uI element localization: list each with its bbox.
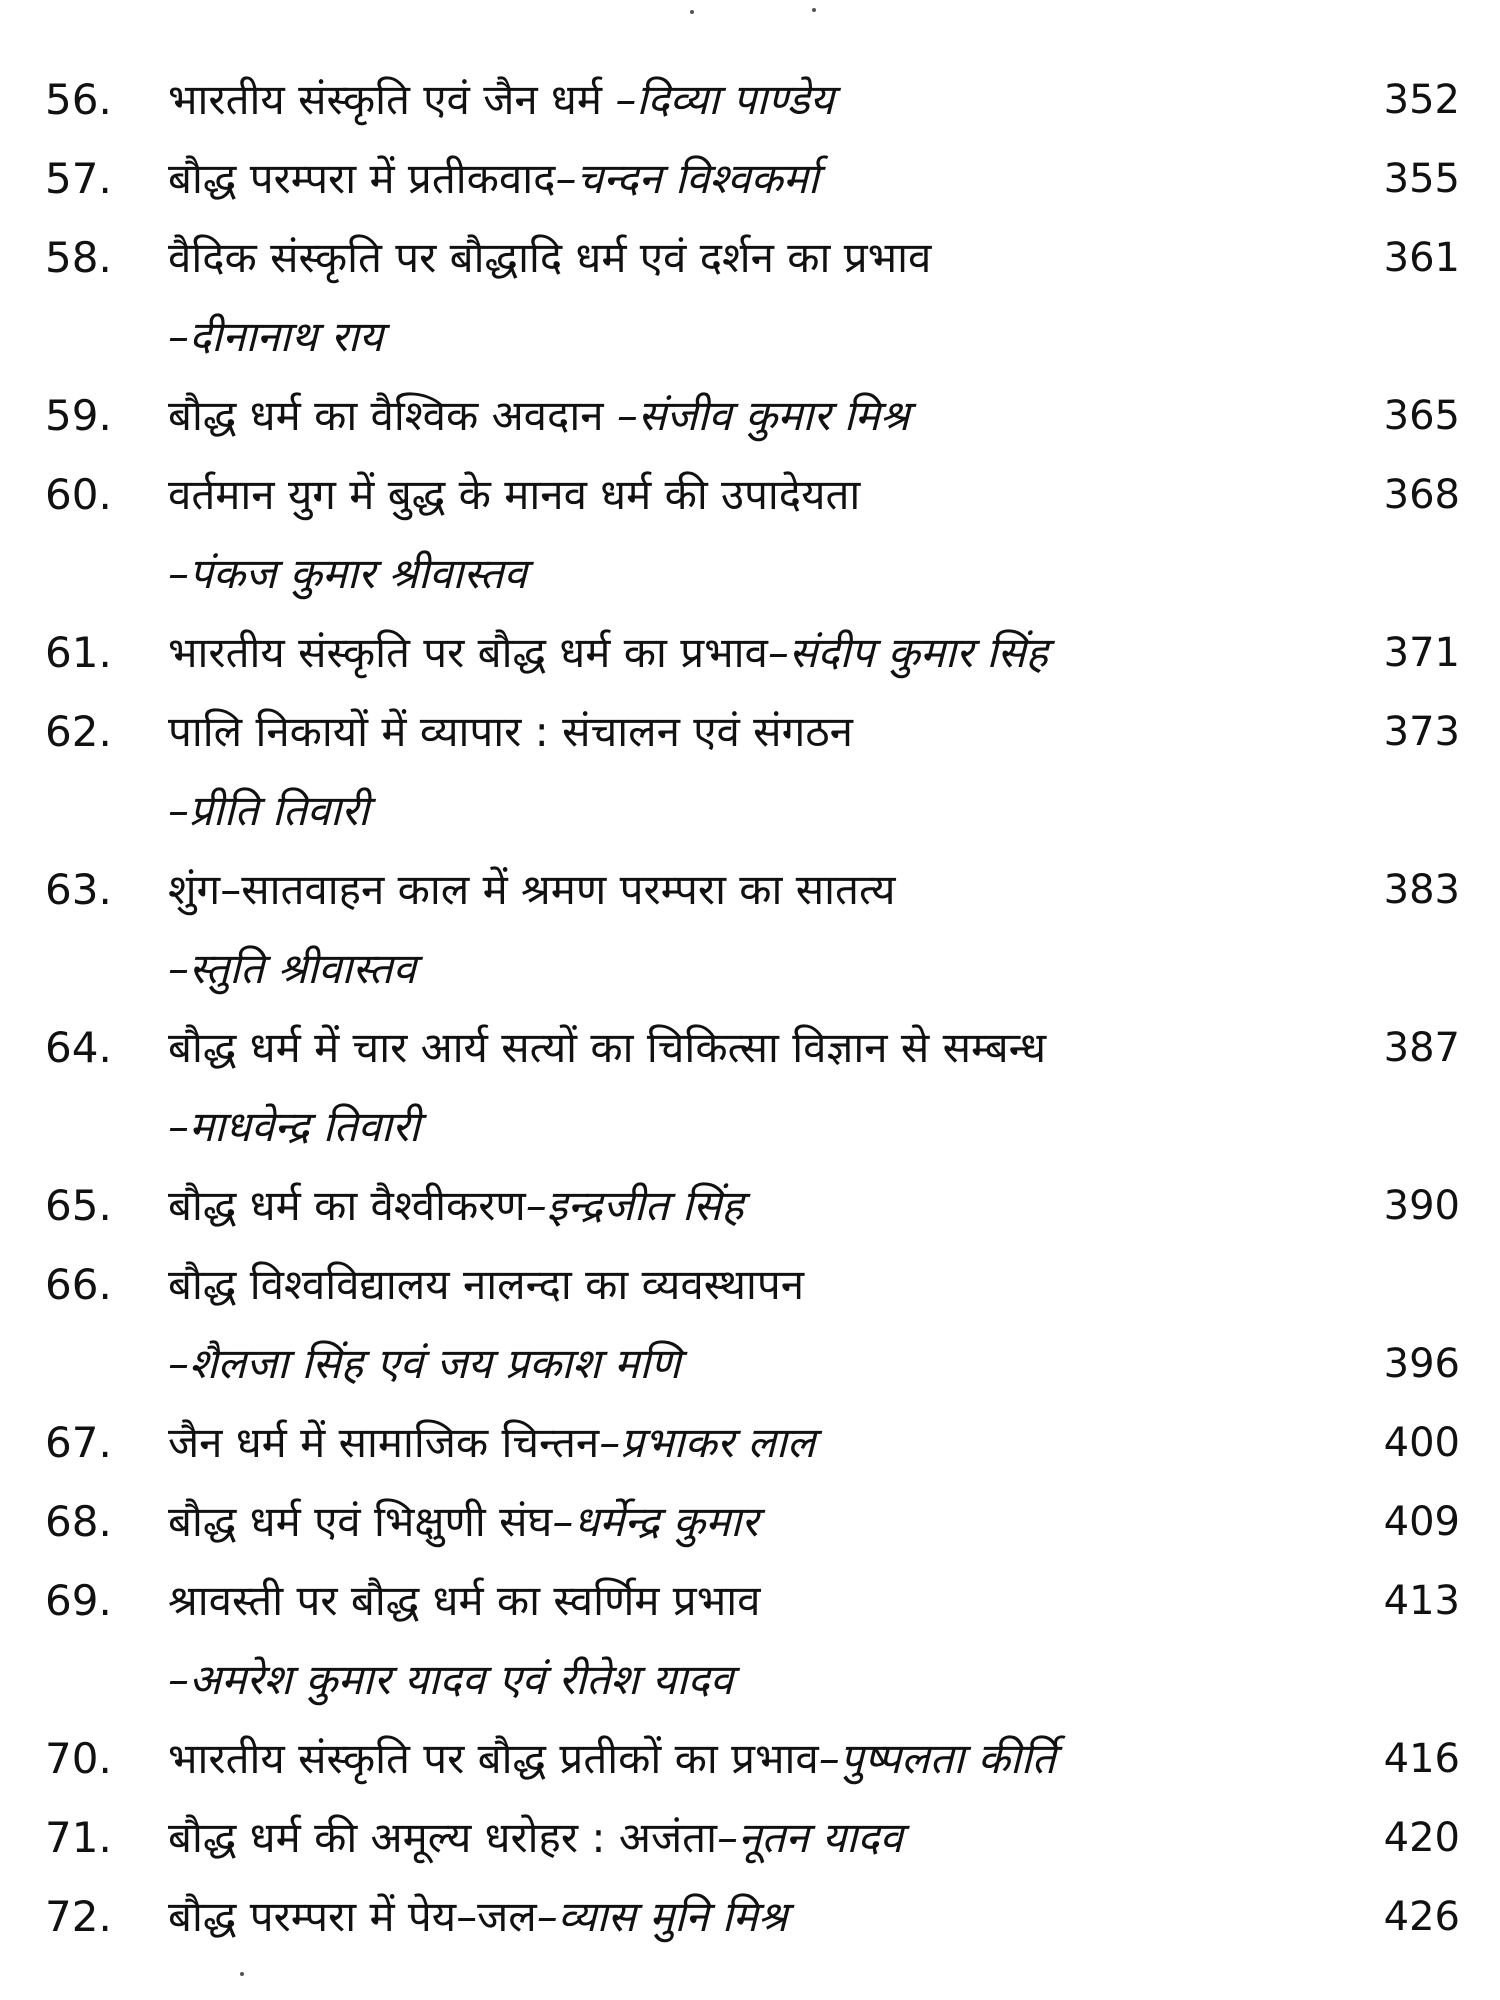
entry-author: –चन्दन विश्वकर्मा xyxy=(555,154,819,203)
entry-title-line xyxy=(168,623,1048,683)
entry-author: –प्रीति तिवारी xyxy=(168,786,370,835)
entry-author: –स्तुति श्रीवास्तव xyxy=(168,944,416,993)
entry-page: 383 xyxy=(1383,867,1460,913)
entry-title-line xyxy=(168,149,819,209)
toc-entry-continuation xyxy=(0,536,1500,615)
toc-entry xyxy=(0,615,1500,694)
entry-title: बौद्ध विश्वविद्यालय नालन्दा का व्यवस्थापन xyxy=(168,1260,805,1309)
entry-number: 69. xyxy=(45,1576,112,1625)
toc-entry xyxy=(0,1168,1500,1247)
entry-page: 390 xyxy=(1383,1183,1460,1229)
toc-entry xyxy=(0,1405,1500,1484)
entry-number: 57. xyxy=(45,154,112,203)
entry-title-line xyxy=(168,1413,815,1473)
entry-title-line xyxy=(168,1176,744,1236)
toc-entry xyxy=(0,1879,1500,1958)
table-of-contents xyxy=(0,62,1500,1958)
entry-title: पालि निकायों में व्यापार : संचालन एवं संगठन xyxy=(168,707,853,756)
toc-entry-continuation xyxy=(0,931,1500,1010)
entry-page: 420 xyxy=(1383,1815,1460,1861)
entry-page: 365 xyxy=(1383,393,1460,439)
entry-number: 67. xyxy=(45,1418,112,1467)
entry-title: वर्तमान युग में बुद्ध के मानव धर्म की उपादेयता xyxy=(168,470,861,519)
entry-title: बौद्ध परम्परा में पेय–जल xyxy=(168,1892,537,1941)
entry-title: बौद्ध धर्म का वैश्विक अवदान xyxy=(168,391,617,440)
entry-title-line xyxy=(168,386,910,446)
toc-entry xyxy=(0,1721,1500,1800)
entry-author: –पुष्पलता कीर्ति xyxy=(818,1734,1056,1783)
toc-entry-continuation xyxy=(0,773,1500,852)
entry-title: जैन धर्म में सामाजिक चिन्तन xyxy=(168,1418,600,1467)
entry-page: 371 xyxy=(1383,630,1460,676)
toc-entry xyxy=(0,1247,1500,1326)
entry-number: 65. xyxy=(45,1181,112,1230)
entry-author: –प्रभाकर लाल xyxy=(599,1418,816,1467)
toc-entry xyxy=(0,852,1500,931)
entry-title: बौद्ध परम्परा में प्रतीकवाद xyxy=(168,154,556,203)
entry-author: –दीनानाथ राय xyxy=(168,312,384,361)
entry-number: 72. xyxy=(45,1892,112,1941)
entry-number: 59. xyxy=(45,391,112,440)
toc-entry xyxy=(0,220,1500,299)
entry-number: 71. xyxy=(45,1813,112,1862)
entry-page: 409 xyxy=(1383,1499,1460,1545)
entry-number: 66. xyxy=(45,1260,112,1309)
scan-speck xyxy=(240,1972,244,1976)
entry-author: –संदीप कुमार सिंह xyxy=(767,628,1048,677)
entry-page: 416 xyxy=(1383,1736,1460,1782)
entry-title: श्रावस्ती पर बौद्ध धर्म का स्वर्णिम प्रभाव xyxy=(168,1576,761,1625)
entry-title: बौद्ध धर्म का वैश्वीकरण xyxy=(168,1181,526,1230)
entry-title-line xyxy=(168,1887,788,1947)
toc-entry-continuation xyxy=(0,1642,1500,1721)
entry-number: 56. xyxy=(45,75,112,124)
entry-page: 352 xyxy=(1383,77,1460,123)
entry-number: 58. xyxy=(45,233,112,282)
entry-page: 426 xyxy=(1383,1894,1460,1940)
entry-author: –अमरेश कुमार यादव एवं रीतेश यादव xyxy=(168,1655,734,1704)
toc-entry-continuation xyxy=(0,299,1500,378)
entry-number: 62. xyxy=(45,707,112,756)
entry-page: 396 xyxy=(1383,1341,1460,1387)
entry-author: –धर्मेन्द्र कुमार xyxy=(552,1497,759,1546)
entry-number: 68. xyxy=(45,1497,112,1546)
entry-author: –दिव्या पाण्डेय xyxy=(615,75,834,124)
entry-author: –संजीव कुमार मिश्र xyxy=(616,391,910,440)
entry-number: 64. xyxy=(45,1023,112,1072)
entry-page: 400 xyxy=(1383,1420,1460,1466)
entry-page: 368 xyxy=(1383,472,1460,518)
entry-title: वैदिक संस्कृति पर बौद्धादि धर्म एवं दर्शन का प्रभाव xyxy=(168,233,932,282)
entry-page: 361 xyxy=(1383,235,1460,281)
entry-author: –माधवेन्द्र तिवारी xyxy=(168,1102,420,1151)
toc-entry xyxy=(0,1563,1500,1642)
entry-title: भारतीय संस्कृति पर बौद्ध प्रतीकों का प्रभाव xyxy=(168,1734,819,1783)
toc-entry xyxy=(0,1010,1500,1089)
entry-title: भारतीय संस्कृति एवं जैन धर्म xyxy=(168,75,616,124)
entry-author: –व्यास मुनि मिश्र xyxy=(536,1892,788,1941)
entry-title: शुंग–सातवाहन काल में श्रमण परम्परा का सातत्य xyxy=(168,865,896,914)
entry-author: –नूतन यादव xyxy=(716,1813,903,1862)
scan-speck xyxy=(812,8,816,12)
entry-title: भारतीय संस्कृति पर बौद्ध धर्म का प्रभाव xyxy=(168,628,768,677)
entry-page: 413 xyxy=(1383,1578,1460,1624)
entry-number: 63. xyxy=(45,865,112,914)
entry-title: बौद्ध धर्म में चार आर्य सत्यों का चिकित्सा विज्ञान से सम्बन्ध xyxy=(168,1023,1047,1072)
entry-title: बौद्ध धर्म की अमूल्य धरोहर : अजंता xyxy=(168,1813,717,1862)
entry-title-line xyxy=(168,70,834,130)
entry-number: 61. xyxy=(45,628,112,677)
toc-entry xyxy=(0,62,1500,141)
entry-author: –इन्द्रजीत सिंह xyxy=(525,1181,744,1230)
toc-entry xyxy=(0,378,1500,457)
entry-number: 70. xyxy=(45,1734,112,1783)
entry-title-line xyxy=(168,1808,903,1868)
toc-entry xyxy=(0,1484,1500,1563)
toc-entry xyxy=(0,457,1500,536)
entry-title: बौद्ध धर्म एवं भिक्षुणी संघ xyxy=(168,1497,553,1546)
entry-page: 387 xyxy=(1383,1025,1460,1071)
entry-author: –शैलजा सिंह एवं जय प्रकाश मणि xyxy=(168,1339,681,1388)
entry-page: 373 xyxy=(1383,709,1460,755)
entry-author: –पंकज कुमार श्रीवास्तव xyxy=(168,549,527,598)
entry-number: 60. xyxy=(45,470,112,519)
scan-speck xyxy=(690,10,694,14)
entry-title-line xyxy=(168,1492,758,1552)
entry-title-line xyxy=(168,1729,1056,1789)
toc-entry xyxy=(0,694,1500,773)
toc-entry xyxy=(0,141,1500,220)
entry-page: 355 xyxy=(1383,156,1460,202)
toc-entry-continuation xyxy=(0,1089,1500,1168)
toc-entry xyxy=(0,1800,1500,1879)
toc-entry-continuation xyxy=(0,1326,1500,1405)
